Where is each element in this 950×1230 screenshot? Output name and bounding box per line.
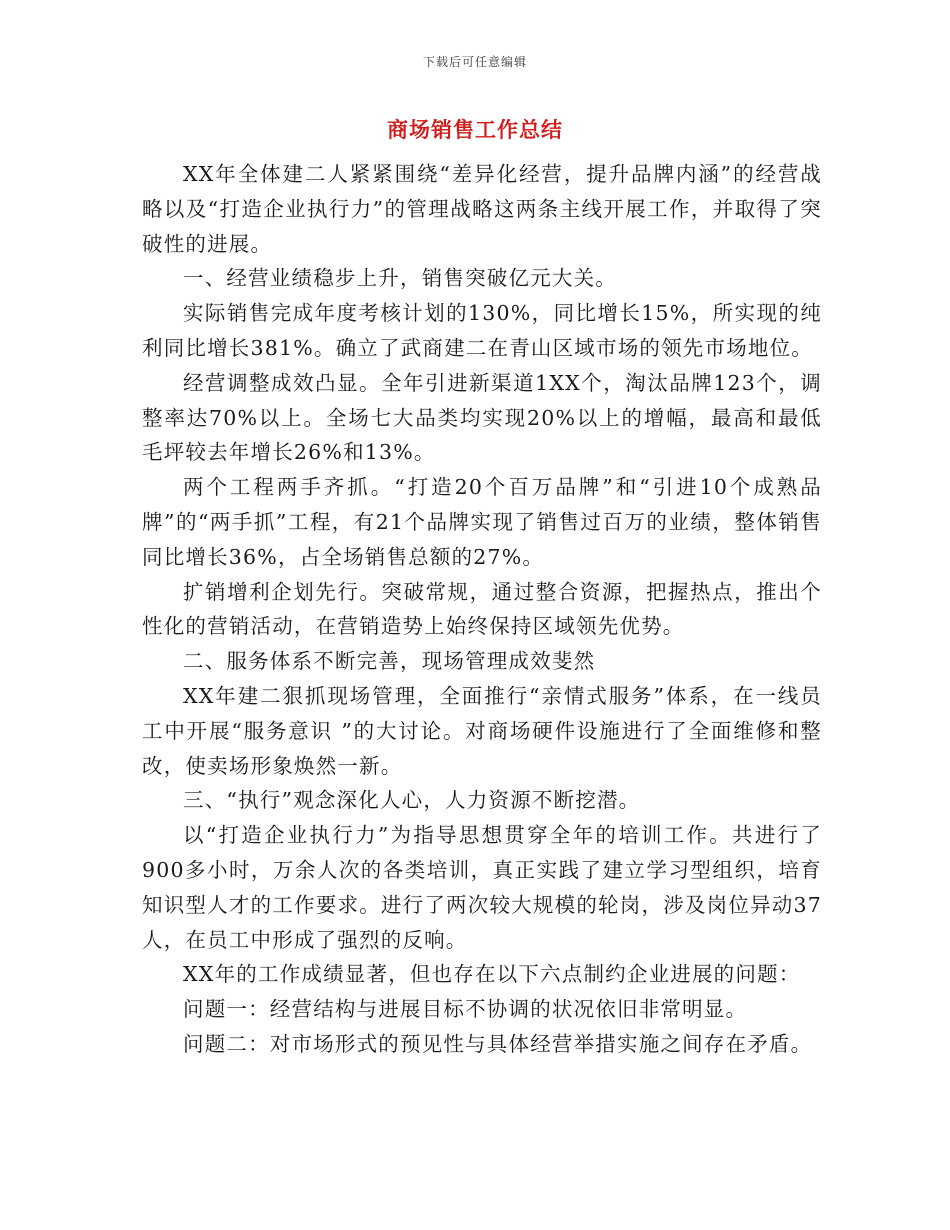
body-paragraph: 实际销售完成年度考核计划的130%，同比增长15%，所实现的纯利同比增长381%。确立了武商建二在青山区域市场的领先市场地位。 [142,301,822,360]
body-paragraph: 以“打造企业执行力”为指导思想贯穿全年的培训工作。共进行了900多小时，万余人次的各类培训，真正实践了建立学习型组织，培育知识型人才的工作要求。进行了两次较大规模的轮岗，涉及岗位异动37人，在员工中形成了强烈的反响。 [142,823,822,952]
intro-paragraph: XX年全体建二人紧紧围绕“差异化经营，提升品牌内涵”的经营战略以及“打造企业执行力”的管理战略这两条主线开展工作，并取得了突破性的进展。 [142,162,822,256]
body-paragraph: XX年的工作成绩显著，但也存在以下六点制约企业进展的问题： [183,962,801,987]
section-heading-2: 二、服务体系不断完善，现场管理成效斐然 [183,649,596,674]
section-heading-1: 一、经营业绩稳步上升，销售突破亿元大关。 [183,266,617,291]
body-paragraph: 两个工程两手齐抓。“打造20个百万品牌”和“引进10个成熟品牌”的“两手抓”工程，有21个品牌实现了销售过百万的业绩，整体销售同比增长36%，占全场销售总额的27%。 [142,475,822,569]
body-paragraph: XX年建二狠抓现场管理，全面推行“亲情式服务”体系，在一线员工中开展“服务意识 ”的大讨论。对商场硬件设施进行了全面维修和整改，使卖场形象焕然一新。 [142,683,822,778]
problem-item: 问题二：对市场形式的预见性与具体经营举措实施之间存在矛盾。 [183,1031,813,1056]
section-heading-3: 三、“执行”观念深化人心，人力资源不断挖潜。 [183,788,641,813]
header-note: 下载后可任意编辑 [422,55,527,69]
problem-item: 问题一：经营结构与进展目标不协调的状况依旧非常明显。 [183,997,748,1022]
document-body [142,157,822,1062]
document-title: 商场销售工作总结 [387,117,563,142]
body-paragraph: 经营调整成效凸显。全年引进新渠道1XX个，淘汰品牌123个，调整率达70%以上。全场七大品类均实现20%以上的增幅，最高和最低毛坪较去年增长26%和13%。 [142,370,822,465]
body-paragraph: 扩销增利企划先行。突破常规，通过整合资源，把握热点，推出个性化的营销活动，在营销造势上始终保持区域领先优势。 [142,579,822,639]
